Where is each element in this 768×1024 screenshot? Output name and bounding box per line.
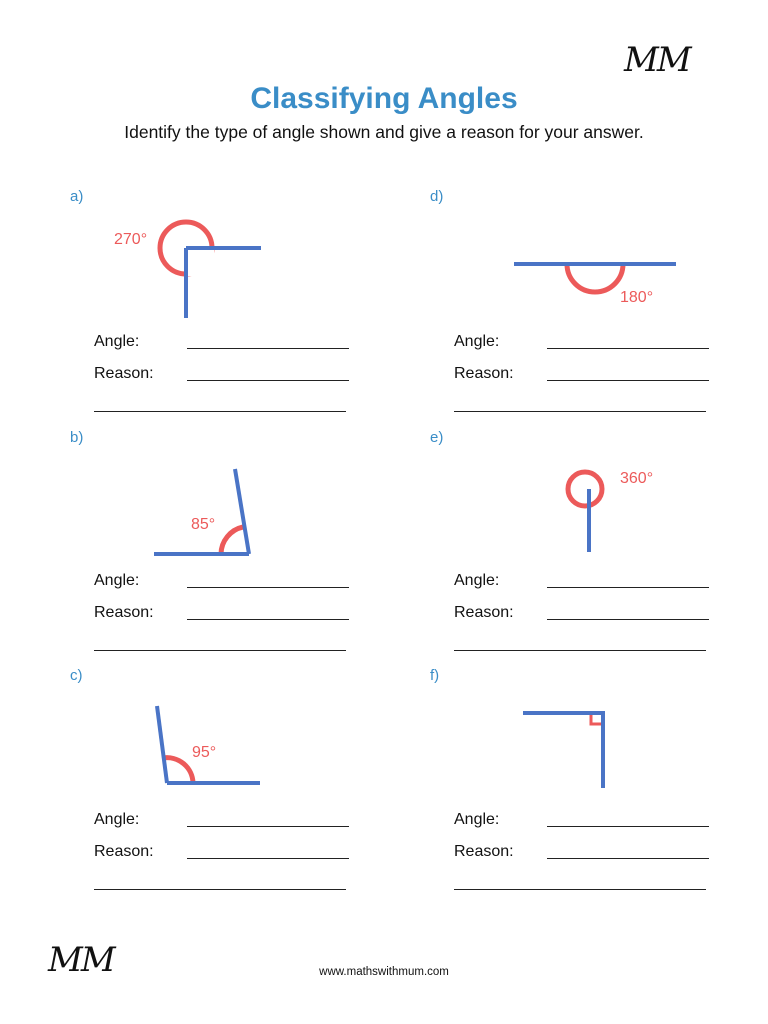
reason-f-answer-line[interactable]	[547, 858, 709, 859]
question-b-label: b)	[70, 429, 84, 446]
logo-top: MM	[624, 40, 690, 80]
angle-c-field-label: Angle:	[94, 811, 140, 828]
question-a-label: a)	[70, 188, 84, 205]
question-d-label: d)	[430, 188, 444, 205]
angle-b-measure: 85°	[191, 516, 216, 533]
angle-f-answer-line[interactable]	[547, 826, 709, 827]
question-c-label: c)	[70, 667, 83, 684]
reason-d-field-label: Reason:	[454, 365, 514, 382]
reason-f-extra-line[interactable]	[454, 889, 706, 890]
angle-c-measure: 95°	[192, 744, 217, 761]
angle-e-measure: 360°	[620, 470, 654, 487]
angle-a-measure: 270°	[114, 231, 148, 248]
footer-url[interactable]: www.mathswithmum.com	[319, 966, 449, 978]
reason-a-field-label: Reason:	[94, 365, 154, 382]
angle-a-field-label: Angle:	[94, 333, 140, 350]
angle-d-field-label: Angle:	[454, 333, 500, 350]
angle-f-field-label: Angle:	[454, 811, 500, 828]
reason-e-field-label: Reason:	[454, 604, 514, 621]
logo-bottom: MM	[48, 940, 114, 980]
reason-f-field-label: Reason:	[454, 843, 514, 860]
reason-c-field-label: Reason:	[94, 843, 154, 860]
angle-b-field-label: Angle:	[94, 572, 140, 589]
instructions: Identify the type of angle shown and give a reason for your answer.	[124, 122, 644, 142]
question-f-label: f)	[430, 667, 440, 684]
question-e-label: e)	[430, 429, 444, 446]
angle-d-measure: 180°	[620, 289, 654, 306]
page-title: Classifying Angles	[250, 82, 518, 115]
angle-e-field-label: Angle:	[454, 572, 500, 589]
reason-b-field-label: Reason:	[94, 604, 154, 621]
